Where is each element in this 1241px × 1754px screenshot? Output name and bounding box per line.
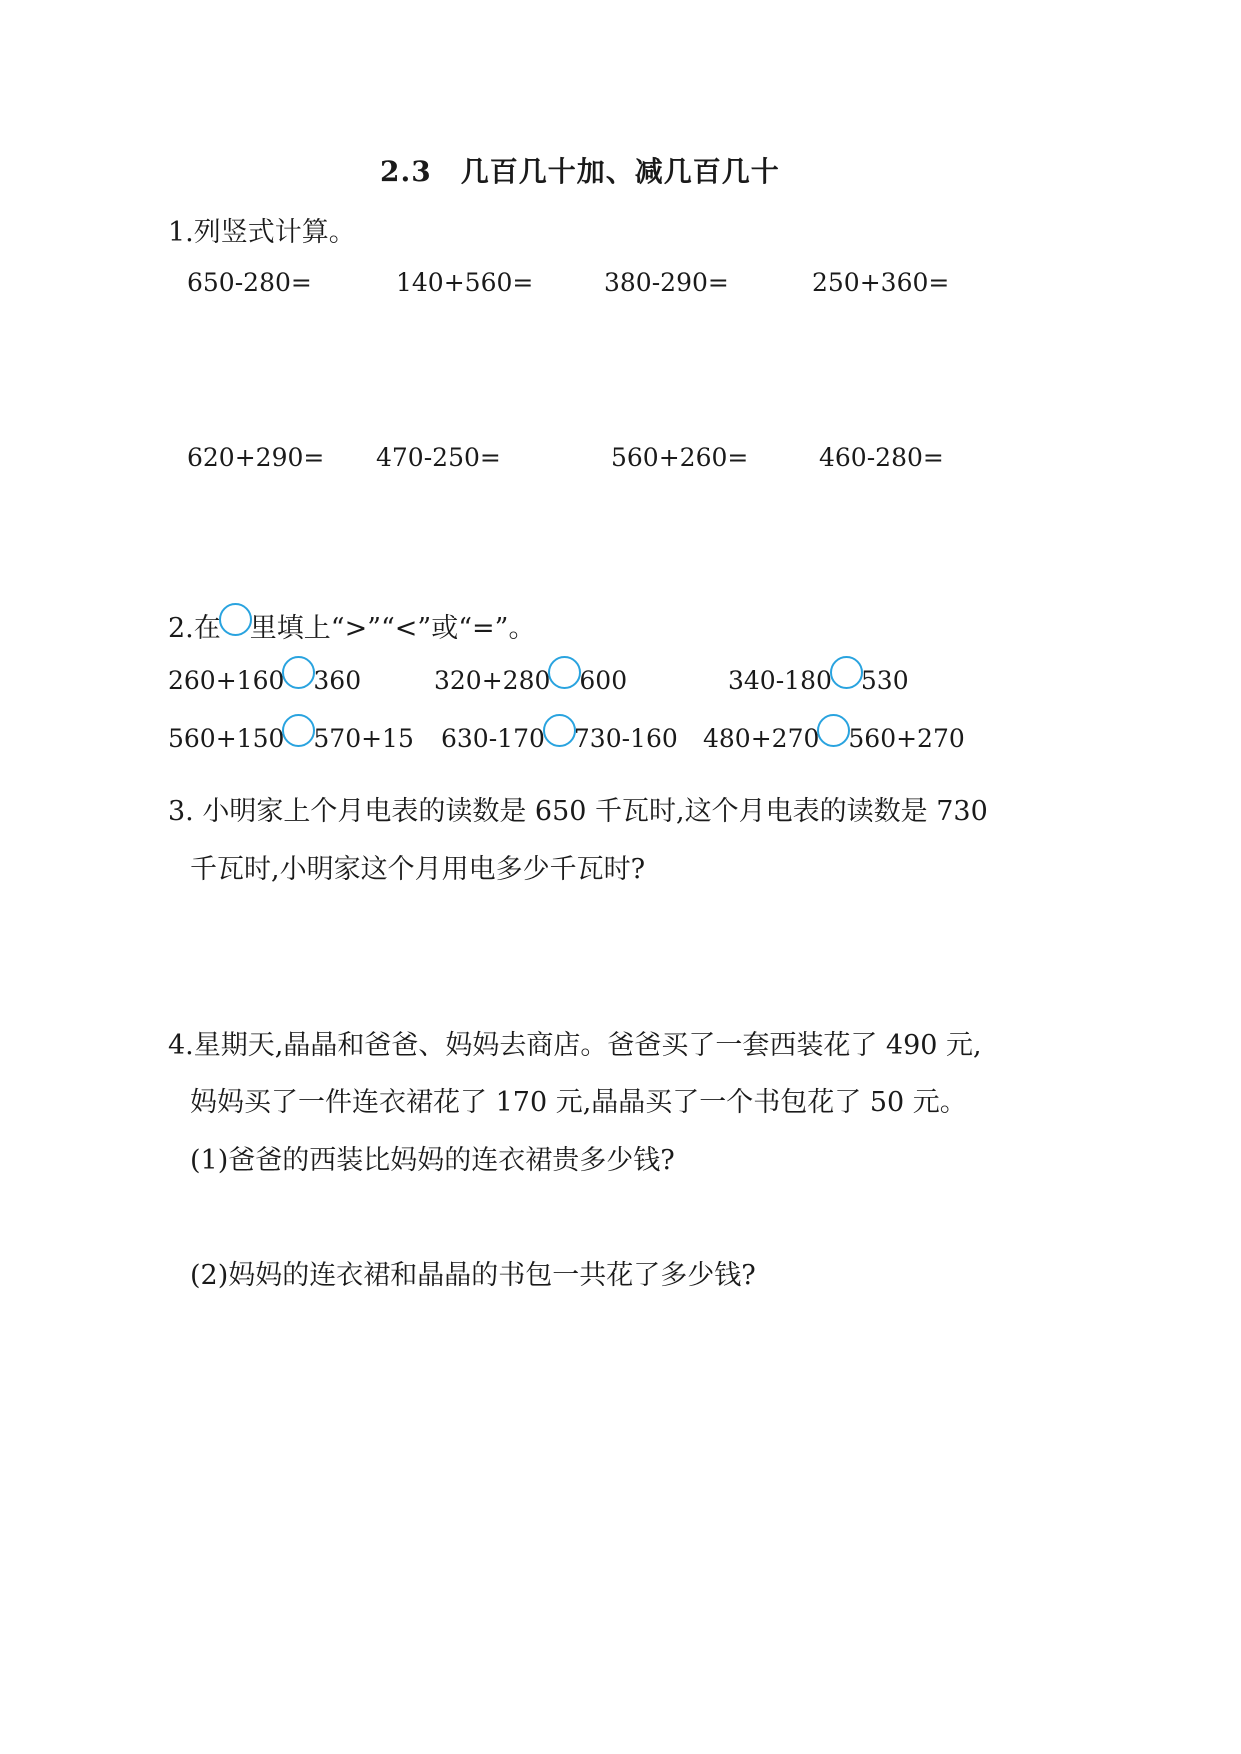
comparison-left: 560+150 <box>168 724 285 753</box>
comparison-left: 260+160 <box>168 666 285 695</box>
comparison-right: 360 <box>313 666 362 695</box>
comparison-right: 560+270 <box>848 724 965 753</box>
expression-2-3: 560+260= <box>611 443 749 472</box>
comparison-item <box>168 666 361 699</box>
question-3-line-2: 千瓦时,小明家这个月用电多少千瓦时? <box>190 854 646 885</box>
question-1-label: 1.列竖式计算。 <box>168 217 356 248</box>
answer-circle-icon[interactable] <box>282 714 315 747</box>
comparison-item <box>441 724 678 757</box>
comparison-item <box>703 724 965 757</box>
answer-circle-icon[interactable] <box>830 656 863 689</box>
page-title: 2.3 几百几十加、减几百几十 <box>380 155 780 188</box>
answer-circle-icon[interactable] <box>817 714 850 747</box>
expression-1-2: 140+560= <box>396 268 534 297</box>
expression-1-3: 380-290= <box>604 268 729 297</box>
expression-1-4: 250+360= <box>812 268 950 297</box>
question-2-label-end: 里填上“>”“<”或“=”。 <box>249 613 536 644</box>
expression-1-1: 650-280= <box>187 268 312 297</box>
question-4-line-2: 妈妈买了一件连衣裙花了 170 元,晶晶买了一个书包花了 50 元。 <box>190 1087 967 1118</box>
comparison-right: 570+15 <box>313 724 414 753</box>
question-2-label-start: 2.在 <box>168 613 221 644</box>
comparison-right: 730-160 <box>573 724 678 753</box>
comparison-right: 600 <box>579 666 628 695</box>
answer-circle-icon[interactable] <box>548 656 581 689</box>
expression-2-2: 470-250= <box>376 443 501 472</box>
comparison-item <box>434 666 627 699</box>
comparison-left: 340-180 <box>728 666 832 695</box>
comparison-left: 480+270 <box>703 724 820 753</box>
question-4-part-1: (1)爸爸的西装比妈妈的连衣裙贵多少钱? <box>190 1145 675 1176</box>
comparison-left: 630-170 <box>441 724 545 753</box>
expression-2-1: 620+290= <box>187 443 325 472</box>
comparison-left: 320+280 <box>434 666 551 695</box>
question-4-line-1: 4.星期天,晶晶和爸爸、妈妈去商店。爸爸买了一套西装花了 490 元, <box>168 1030 982 1061</box>
question-3-line-1: 3. 小明家上个月电表的读数是 650 千瓦时,这个月电表的读数是 730 <box>168 796 988 827</box>
question-4-part-2: (2)妈妈的连衣裙和晶晶的书包一共花了多少钱? <box>190 1260 756 1291</box>
expression-2-4: 460-280= <box>819 443 944 472</box>
comparison-item <box>168 724 414 757</box>
answer-circle-icon <box>219 603 252 636</box>
answer-circle-icon[interactable] <box>543 714 576 747</box>
comparison-right: 530 <box>860 666 909 695</box>
comparison-item <box>728 666 909 699</box>
question-2-label <box>168 606 535 646</box>
answer-circle-icon[interactable] <box>282 656 315 689</box>
